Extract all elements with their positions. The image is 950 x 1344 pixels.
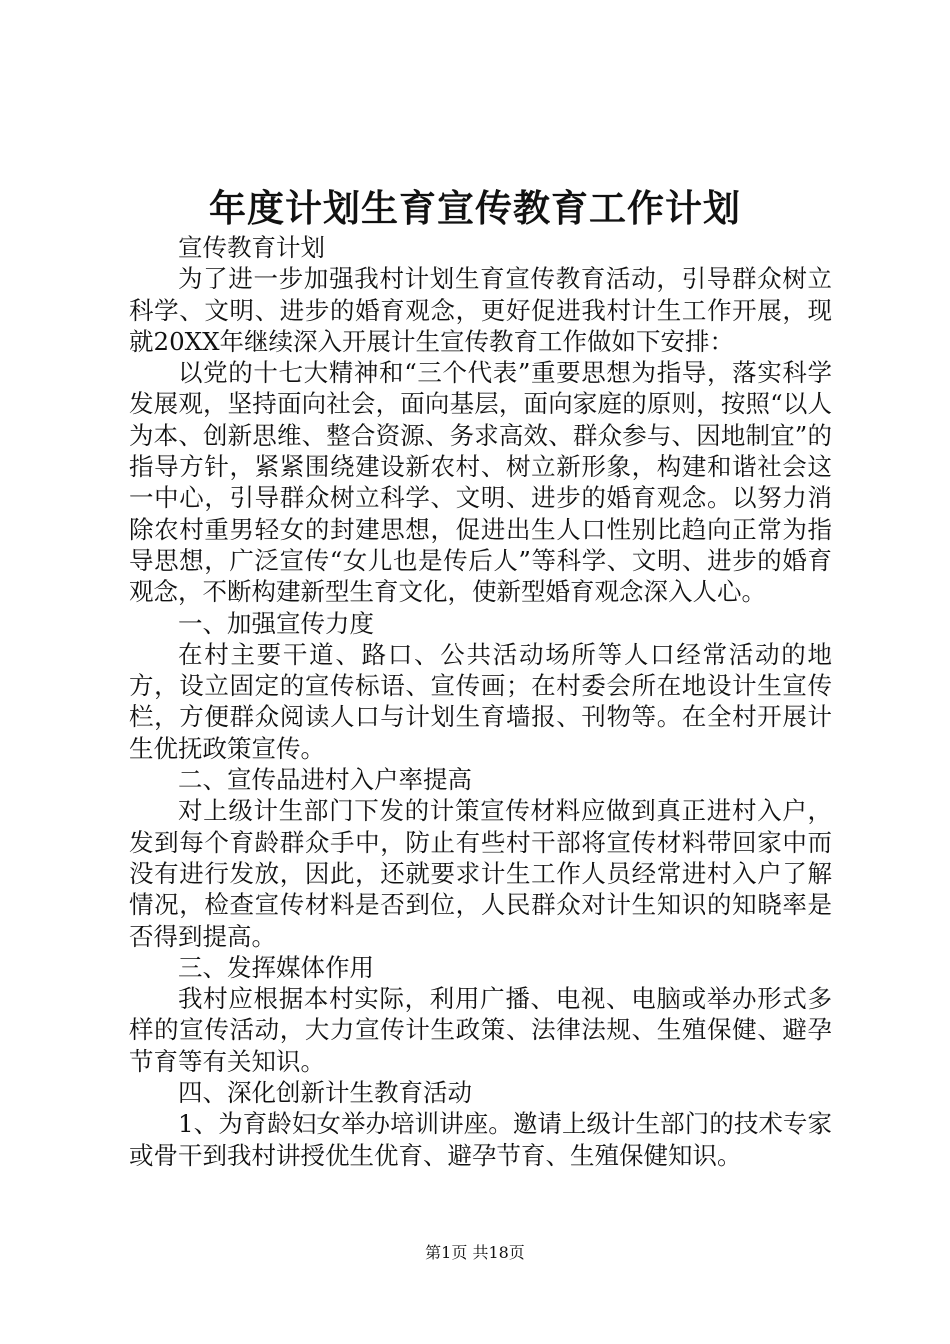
paragraph-intro: 为了进一步加强我村计划生育宣传教育活动，引导群众树立科学、文明、进步的婚育观念，更好促进我村计生工作开展，现就20XX年继续深入开展计生宣传教育工作做如下安排： [129, 264, 832, 356]
section-heading-2: 二、宣传品进村入户率提高 [178, 765, 472, 795]
paragraph-section-3: 我村应根据本村实际，利用广播、电视、电脑或举办形式多样的宣传活动，大力宣传计生政策、法律法规、生殖保健、避孕节育等有关知识。 [129, 984, 832, 1076]
document-title: 年度计划生育宣传教育工作计划 [209, 187, 741, 230]
section-heading-3: 三、发挥媒体作用 [178, 952, 374, 982]
document-body [129, 232, 832, 1171]
section-heading-4: 四、深化创新计生教育活动 [178, 1078, 472, 1108]
paragraph-section-1: 在村主要干道、路口、公共活动场所等人口经常活动的地方，设立固定的宣传标语、宣传画；在村委会所在地设计生宣传栏，方便群众阅读人口与计划生育墙报、刊物等。在全村开展计生优抚政策宣传。 [129, 639, 832, 763]
page-number-footer: 第1页 共18页 [425, 1243, 525, 1262]
section-heading-1: 一、加强宣传力度 [178, 608, 374, 638]
paragraph-guiding-thought: 以党的十七大精神和“三个代表”重要思想为指导，落实科学发展观，坚持面向社会，面向基层，面向家庭的原则，按照“以人为本、创新思维、整合资源、务求高效、群众参与、因地制宜”的指导方针，紧紧围绕建设新农村、树立新形象，构建和谐社会这一中心，引导群众树立科学、文明、进步的婚育观念。以努力消除农村重男轻女的封建思想，促进出生人口性别比趋向正常为指导思想，广泛宣传“女儿也是传后人”等科学、文明、进步的婚育观念，不断构建新型生育文化，使新型婚育观念深入人心。 [129, 358, 832, 607]
paragraph-section-4-item-1: 1、为育龄妇女举办培训讲座。邀请上级计生部门的技术专家或骨干到我村讲授优生优育、避孕节育、生殖保健知识。 [129, 1109, 832, 1170]
paragraph-subtitle: 宣传教育计划 [178, 233, 325, 262]
paragraph-section-2: 对上级计生部门下发的计策宣传材料应做到真正进村入户，发到每个育龄群众手中，防止有些村干部将宣传材料带回家中而没有进行发放，因此，还就要求计生工作人员经常进村入户了解情况，检查宣传材料是否到位，人民群众对计生知识的知晓率是否得到提高。 [129, 796, 832, 951]
